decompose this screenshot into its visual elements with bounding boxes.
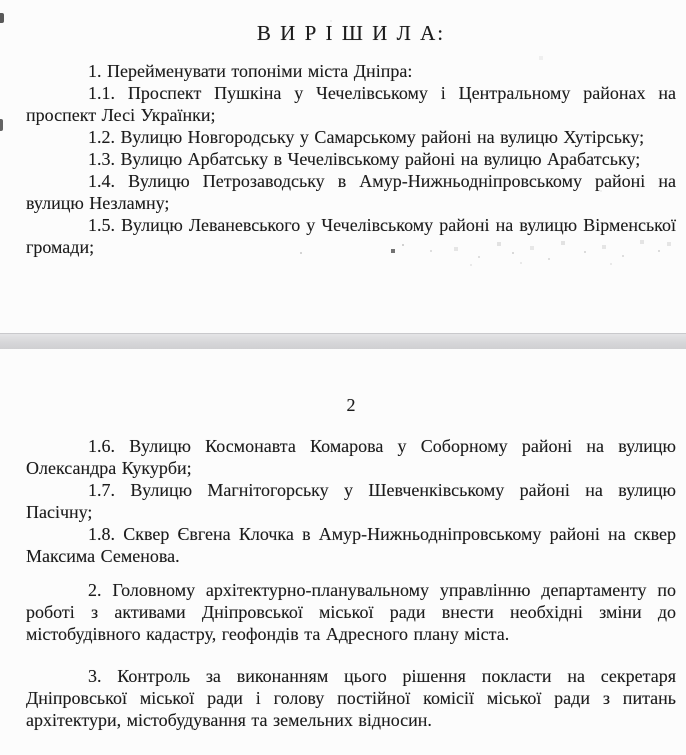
decision-item-1-3: 1.3. Вулицю Арбатську в Чечелівському районі на вулицю Арабатську; (88, 149, 641, 169)
decision-item-1-5: 1.5. Вулицю Леваневського у Чечелівському районі на вулицю Вірменської громади; (26, 215, 676, 257)
decision-item-1-6: 1.6. Вулицю Космонавта Комарова у Соборному районі на вулицю Олександра Кукурби; (26, 436, 676, 478)
document-page-1 (0, 0, 686, 333)
decision-item-1-7: 1.7. Вулицю Магнітогорську у Шевченківському районі на вулицю Пасічну; (26, 480, 676, 522)
page-number: 2 (346, 395, 356, 415)
decision-item-1-8: 1.8. Сквер Євгена Клочка в Амур-Нижньодніпровському районі на сквер Максима Семенова. (26, 524, 676, 566)
decision-item-1-4: 1.4. Вулицю Петрозаводську в Амур-Нижньодніпровському районі на вулицю Незламну; (26, 171, 676, 213)
decision-item-3: 3. Контроль за виконанням цього рішення покласти на секретаря Дніпровської міської ради і голову постійної комісії міської ради з питань архітектури, містобудування та земельних відносин. (26, 666, 676, 730)
decision-item-1: 1. Перейменувати топоніми міста Дніпра: (88, 61, 413, 81)
decision-item-2: 2. Головному архітектурно-планувальному управлінню департаменту по роботі з активами Дніпровської міської ради внести необхідні зміни до містобудівного кадастру, геофондів та Адресного плану міста. (26, 580, 676, 644)
decision-item-1-1: 1.1. Проспект Пушкіна у Чечелівському і Центральному районах на проспект Лесі Українки; (26, 83, 676, 125)
decision-heading: В И Р І Ш И Л А: (256, 21, 446, 45)
page-separator (0, 333, 686, 349)
decision-item-1-2: 1.2. Вулицю Новгородську у Самарському районі на вулицю Хутірську; (88, 127, 645, 147)
document-page-2 (0, 394, 686, 755)
